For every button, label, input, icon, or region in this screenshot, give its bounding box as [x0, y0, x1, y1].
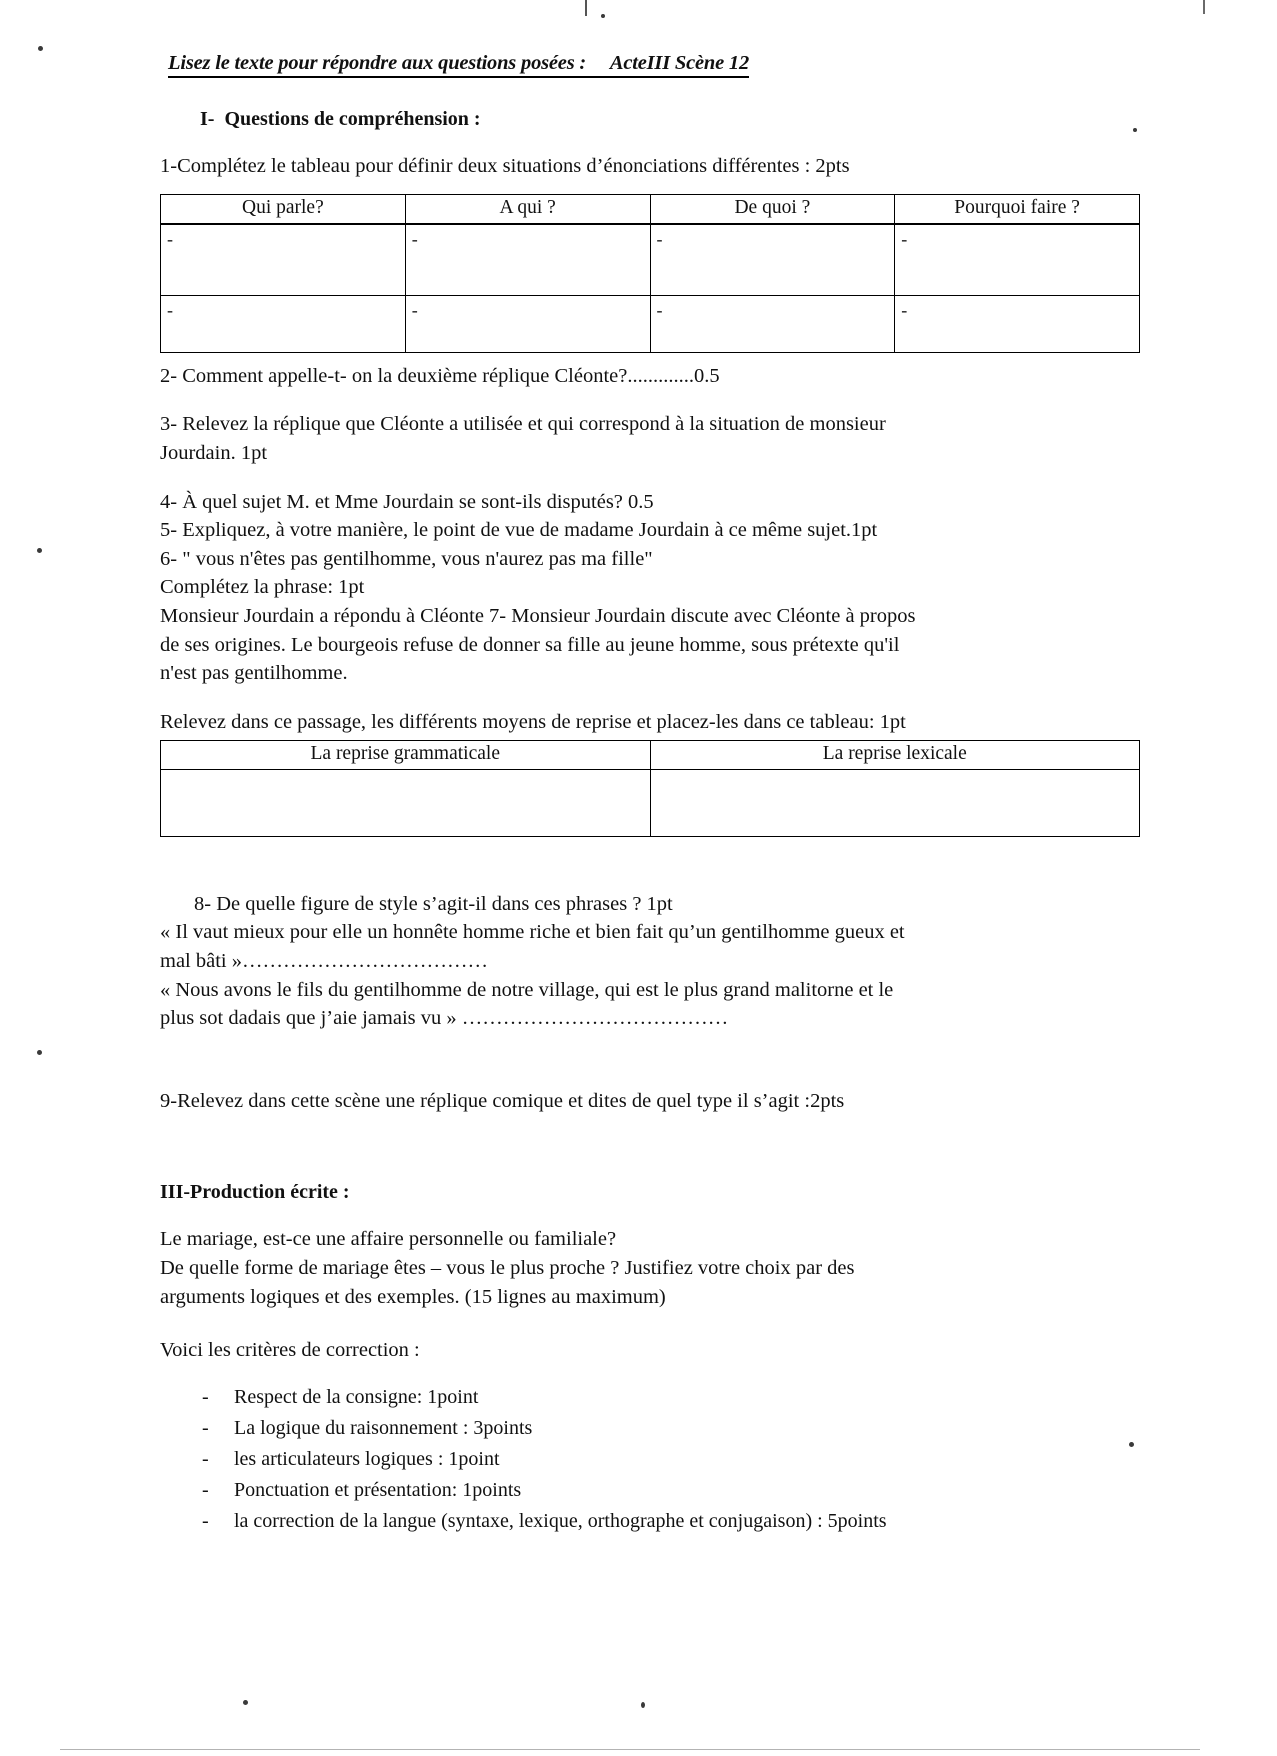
question-8-quote-2-line-2: plus sot dadais que j’aie jamais vu » ………………………………… [160, 1007, 729, 1030]
question-7-line-2: de ses origines. Le bourgeois refuse de donner sa fille au jeune homme, sous prétexte qu'il [160, 633, 900, 656]
question-7-line-1: Monsieur Jourdain a répondu à Cléonte 7- Monsieur Jourdain discute avec Cléonte à propos [160, 605, 916, 628]
list-item: - la correction de la langue (syntaxe, lexique, orthographe et conjugaison) : 5points [160, 1506, 1140, 1537]
production-prompt-line-1: Le mariage, est-ce une affaire personnelle ou familiale? [160, 1227, 617, 1250]
reprise-table [160, 740, 1140, 837]
reprise-table-body [161, 769, 1140, 836]
answer-cell[interactable] [405, 295, 650, 352]
cell-dash: - [656, 299, 663, 320]
question-8-quote-1-line-1: « Il vaut mieux pour elle un honnête homme riche et bien fait qu’un gentilhomme gueux et [160, 921, 905, 944]
answer-cell[interactable] [650, 224, 895, 296]
cell-dash: - [167, 228, 173, 249]
table2-instruction: Relevez dans ce passage, les différents moyens de reprise et placez-les dans ce tableau: 1pt [160, 711, 906, 734]
scan-speck [243, 1700, 248, 1705]
list-item: - les articulateurs logiques : 1point [160, 1444, 1140, 1475]
question-7-line-3: n'est pas gentilhomme. [160, 662, 348, 685]
exercise-title: Lisez le texte pour répondre aux questions posées : ActeIII Scène 12 [168, 52, 749, 78]
section-three-heading: III-Production écrite : [160, 1180, 350, 1203]
answer-cell[interactable] [161, 769, 651, 836]
question-2: 2- Comment appelle-t- on la deuxième réplique Cléonte?.............0.5 [160, 364, 720, 387]
cell-dash: - [901, 228, 908, 249]
cell-dash: - [167, 299, 173, 320]
answer-cell[interactable] [650, 769, 1140, 836]
question-8: 8- De quelle figure de style s’agit-il dans ces phrases ? 1pt [194, 892, 673, 915]
enunciation-table [160, 194, 1140, 353]
column-header-qui-parle: Qui parle? [161, 194, 406, 224]
question-3-line-1: 3- Relevez la réplique que Cléonte a utilisée et qui correspond à la situation de monsieur [160, 413, 886, 436]
reprise-table-head [161, 740, 1140, 769]
scan-artifact-corner [1203, 0, 1277, 14]
list-item: - La logique du raisonnement : 3points [160, 1413, 1140, 1444]
question-6: 6- " vous n'êtes pas gentilhomme, vous n'aurez pas ma fille" [160, 547, 653, 570]
scan-artifact-bottom [60, 1749, 1200, 1750]
criteria-intro: Voici les critères de correction : [160, 1338, 420, 1361]
scan-speck [601, 14, 605, 18]
column-header-de-quoi: De quoi ? [650, 194, 895, 224]
question-6-instruction: Complétez la phrase: 1pt [160, 576, 365, 599]
answer-cell[interactable] [161, 295, 406, 352]
column-header-pourquoi-faire: Pourquoi faire ? [895, 194, 1140, 224]
scan-speck [37, 548, 42, 553]
enunciation-table-body [161, 224, 1140, 353]
cell-dash: - [656, 228, 663, 249]
production-prompt-line-2: De quelle forme de mariage êtes – vous le plus proche ? Justifiez votre choix par des [160, 1256, 855, 1279]
cell-dash: - [901, 299, 908, 320]
list-item: - Ponctuation et présentation: 1points [160, 1475, 1140, 1506]
exercise-title-wrap [168, 52, 1140, 78]
answer-cell[interactable] [650, 295, 895, 352]
answer-cell[interactable] [161, 224, 406, 296]
question-4: 4- À quel sujet M. et Mme Jourdain se sont-ils disputés? 0.5 [160, 490, 654, 513]
table-row[interactable] [161, 224, 1140, 296]
table-row[interactable] [161, 295, 1140, 352]
production-prompt-line-3: arguments logiques et des exemples. (15 lignes au maximum) [160, 1285, 666, 1308]
table-header-row [161, 740, 1140, 769]
scan-speck [37, 1050, 42, 1055]
cell-dash: - [411, 228, 418, 249]
question-9: 9-Relevez dans cette scène une réplique comique et dites de quel type il s’agit :2pts [160, 1089, 845, 1112]
answer-cell[interactable] [405, 224, 650, 296]
enunciation-table-head [161, 194, 1140, 224]
column-header-reprise-lexicale: La reprise lexicale [650, 740, 1140, 769]
question-8-quote-1-line-2: mal bâti »……………………………… [160, 949, 488, 972]
question-8-quote-2-line-1: « Nous avons le fils du gentilhomme de notre village, qui est le plus grand malitorne et le [160, 978, 894, 1001]
list-item: - Respect de la consigne: 1point [160, 1382, 1140, 1413]
scan-speck [641, 1702, 645, 1708]
column-header-a-qui: A qui ? [405, 194, 650, 224]
table-row[interactable] [161, 769, 1140, 836]
question-5: 5- Expliquez, à votre manière, le point de vue de madame Jourdain à ce même sujet.1pt [160, 519, 878, 542]
question-1: 1-Complétez le tableau pour définir deux situations d’énonciations différentes : 2pts [160, 155, 850, 177]
question-3-line-2: Jourdain. 1pt [160, 441, 268, 464]
column-header-reprise-grammaticale: La reprise grammaticale [161, 740, 651, 769]
answer-cell[interactable] [895, 295, 1140, 352]
document-body [160, 52, 1140, 1537]
answer-cell[interactable] [895, 224, 1140, 296]
scan-artifact-top [585, 0, 587, 16]
criteria-list [160, 1382, 1140, 1537]
cell-dash: - [411, 299, 418, 320]
section-one-heading: I- Questions de compréhension : [200, 108, 481, 130]
scan-speck [38, 46, 43, 51]
table-header-row [161, 194, 1140, 224]
